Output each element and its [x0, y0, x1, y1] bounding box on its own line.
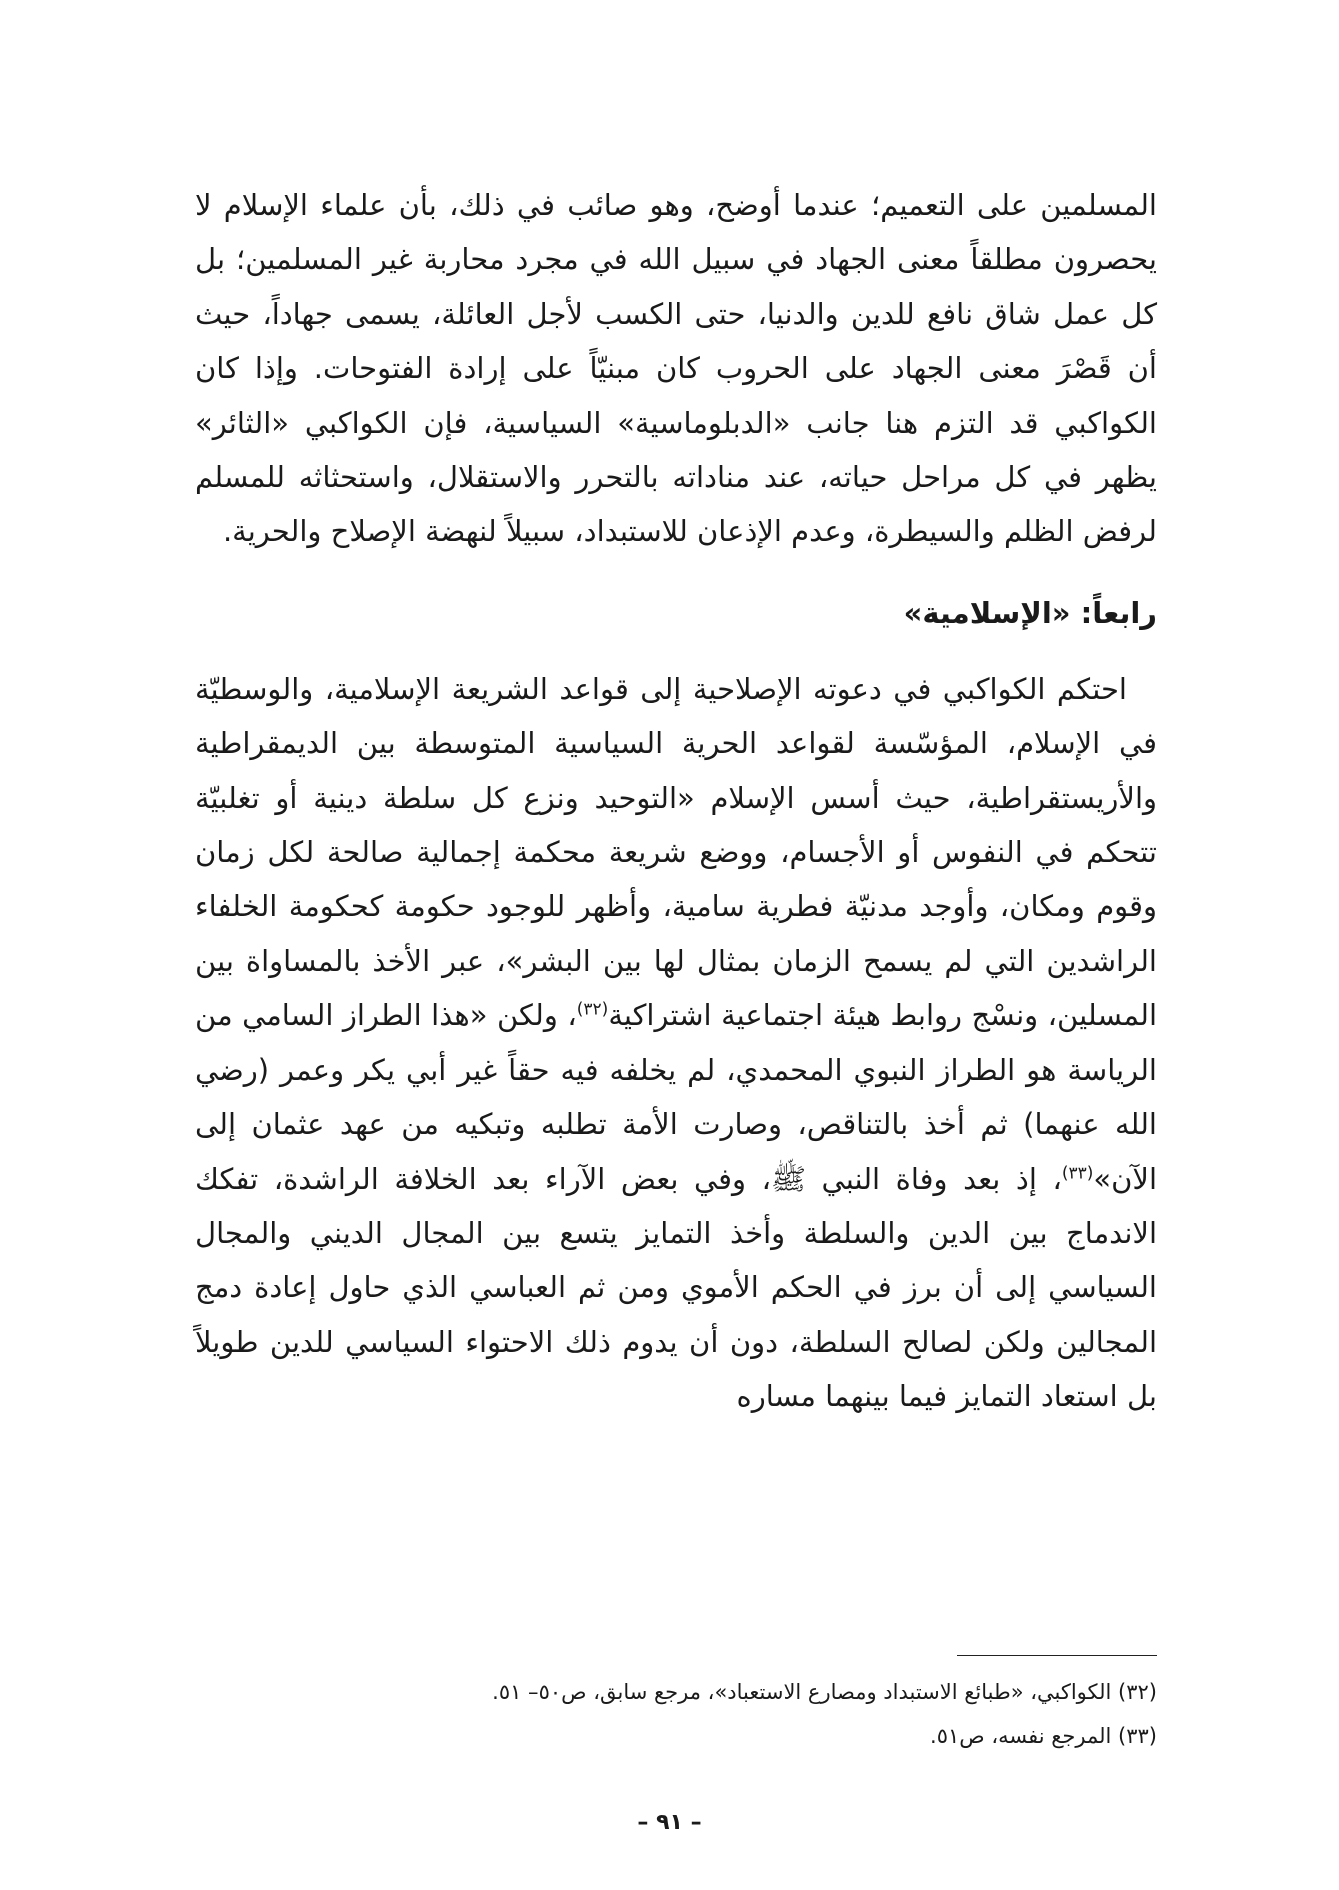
- footnotes: [195, 1670, 1157, 1758]
- paragraph-2: [195, 662, 1157, 1424]
- paragraph-2-text-c: ، إذ بعد وفاة النبي ﷺ، وفي بعض الآراء بعد الخلافة الراشدة، تفكك الاندماج بين الدين والسلطة وأخذ التمايز يتسع بين المجال الديني والمجال السياسي إلى أن برز في الحكم الأموي ومن ثم العباسي الذي حاول إعادة دمج المجالين ولكن لصالح السلطة، دون أن يدوم ذلك الاحتواء السياسي للدين طويلاً بل استعاد التمايز فيما بينهما مساره: [195, 1161, 1157, 1414]
- section-heading: رابعاً: «الإسلامية»: [903, 595, 1157, 630]
- footnote-33: (٣٣) المرجع نفسه، ص٥١.: [930, 1724, 1157, 1748]
- paragraph-2-text-a: احتكم الكواكبي في دعوته الإصلاحية إلى قواعد الشريعة الإسلامية، والوسطيّة في الإسلام، المؤسّسة لقواعد الحرية السياسية المتوسطة بين الديمقراطية والأريستقراطية، حيث أسس الإسلام «التوحيد ونزع كل سلطة دينية أو تغلبيّة تتحكم في النفوس أو الأجسام، ووضع شريعة محكمة إجمالية صالحة لكل زمان وقوم ومكان، وأوجد مدنيّة فطرية سامية، وأظهر للوجود حكومة كحكومة الخلفاء الراشدين التي لم يسمح الزمان بمثال لها بين البشر»، عبر الأخذ بالمساواة بين المسلين، ونسْج روابط هيئة اجتماعية اشتراكية: [195, 671, 1158, 1033]
- footnote-separator: [957, 1655, 1157, 1656]
- page-body: [195, 178, 1157, 1424]
- footnote-32: (٣٢) الكواكبي، «طبائع الاستبداد ومصارع الاستعباد»، مرجع سابق، ص٥٠– ٥١.: [492, 1680, 1157, 1704]
- paragraph-1: المسلمين على التعميم؛ عندما أوضح، وهو صائب في ذلك، بأن علماء الإسلام لا يحصرون مطلقاً معنى الجهاد في سبيل الله في مجرد محاربة غير المسلمين؛ بل كل عمل شاق نافع للدين والدنيا، حتى الكسب لأجل العائلة، يسمى جهاداً، حيث أن قَصْرَ معنى الجهاد على الحروب كان مبنيّاً على إرادة الفتوحات. وإذا كان الكواكبي قد التزم هنا جانب «الدبلوماسية» السياسية، فإن الكواكبي «الثائر» يظهر في كل مراحل حياته، عند مناداته بالتحرر والاستقلال، واستحثاثه للمسلم لرفض الظلم والسيطرة، وعدم الإذعان للاستبداد، سبيلاً لنهضة الإصلاح والحرية.: [195, 188, 1157, 549]
- footnote-reference-33[interactable]: (٣٣): [1061, 1162, 1094, 1183]
- page-number: – ٩١ –: [637, 1810, 702, 1835]
- paragraph-2-text-b: ، ولكن «هذا الطراز السامي من الرياسة هو الطراز النبوي المحمدي، لم يخلفه فيه حقاً غير أبي يكر وعمر (رضي الله عنهما) ثم أخذ بالتناقص، وصارت الأمة تطلبه وتبكيه من عهد عثمان إلى الآن»: [195, 998, 1157, 1196]
- footnote-reference-32[interactable]: (٣٢): [576, 999, 609, 1020]
